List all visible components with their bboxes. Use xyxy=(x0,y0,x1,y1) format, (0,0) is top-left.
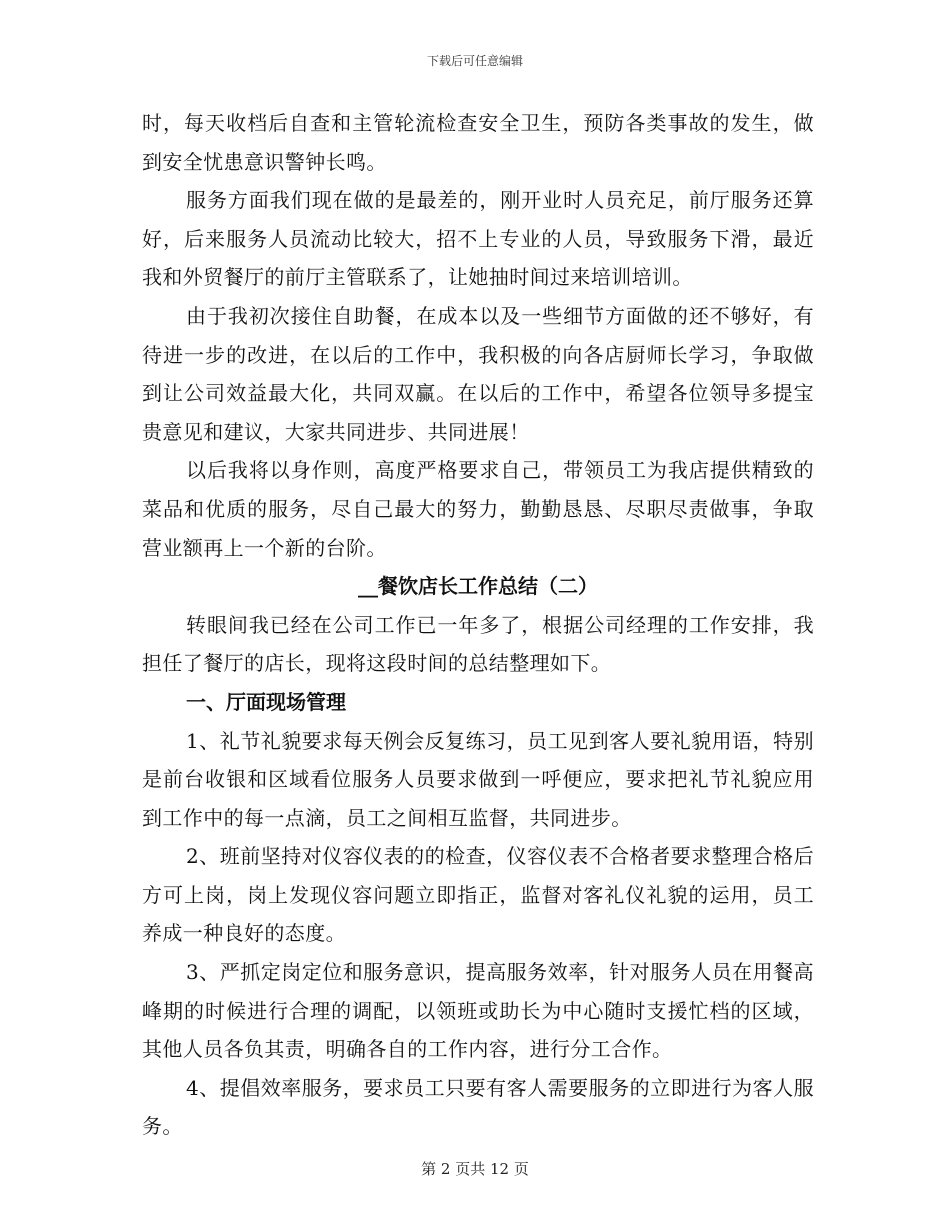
paragraph-intro: 转眼间我已经在公司工作已一年多了，根据公司经理的工作安排，我担任了餐厅的店长，现将这段时间的总结整理如下。 xyxy=(142,612,814,676)
paragraph-improvement: 由于我初次接住自助餐，在成本以及一些细节方面做的还不够好，有待进一步的改进，在以后的工作中，我积极的向各店厨师长学习，争取做到让公司效益最大化，共同双赢。在以后的工作中，希望各位领导多提宝贵意见和建议，大家共同进步、共同进展！ xyxy=(142,303,814,444)
section-heading: 一、厅面现场管理 xyxy=(186,689,346,714)
paragraph-service: 服务方面我们现在做的是最差的，刚开业时人员充足，前厅服务还算好，后来服务人员流动比较大，招不上专业的人员，导致服务下滑，最近我和外贸餐厅的前厅主管联系了，让她抽时间过来培训培训。 xyxy=(142,188,814,290)
document-title: __餐饮店长工作总结（二） xyxy=(358,574,598,599)
list-item: 3、严抓定岗定位和服务意识，提高服务效率，针对服务人员在用餐高峰期的时候进行合理的调配，以领班或助长为中心随时支援忙档的区域，其他人员各负其责，明确各自的工作内容，进行分工合作。 xyxy=(142,960,814,1062)
list-item: 2、班前坚持对仪容仪表的的检查，仪容仪表不合格者要求整理合格后方可上岗，岗上发现仪容问题立即指正，监督对客礼仪礼貌的运用，员工养成一种良好的态度。 xyxy=(142,844,814,946)
list-item: 1、礼节礼貌要求每天例会反复练习，员工见到客人要礼貌用语，特别是前台收银和区域看位服务人员要求做到一呼便应，要求把礼节礼貌应用到工作中的每一点滴，员工之间相互监督，共同进步。 xyxy=(142,728,814,830)
list-item: 4、提倡效率服务，要求员工只要有客人需要服务的立即进行为客人服务。 xyxy=(142,1075,814,1139)
paragraph-commitment: 以后我将以身作则，高度严格要求自己，带领员工为我店提供精致的菜品和优质的服务，尽自己最大的努力，勤勤恳恳、尽职尽责做事，争取营业额再上一个新的台阶。 xyxy=(142,458,814,560)
paragraph-continued: 时，每天收档后自查和主管轮流检查安全卫生，预防各类事故的发生，做到安全忧患意识警钟长鸣。 xyxy=(142,111,814,174)
page-footer: 第 2 页共 12 页 xyxy=(421,1160,529,1178)
document-body xyxy=(142,104,814,1146)
page-header: 下载后可任意编辑 xyxy=(426,54,523,68)
